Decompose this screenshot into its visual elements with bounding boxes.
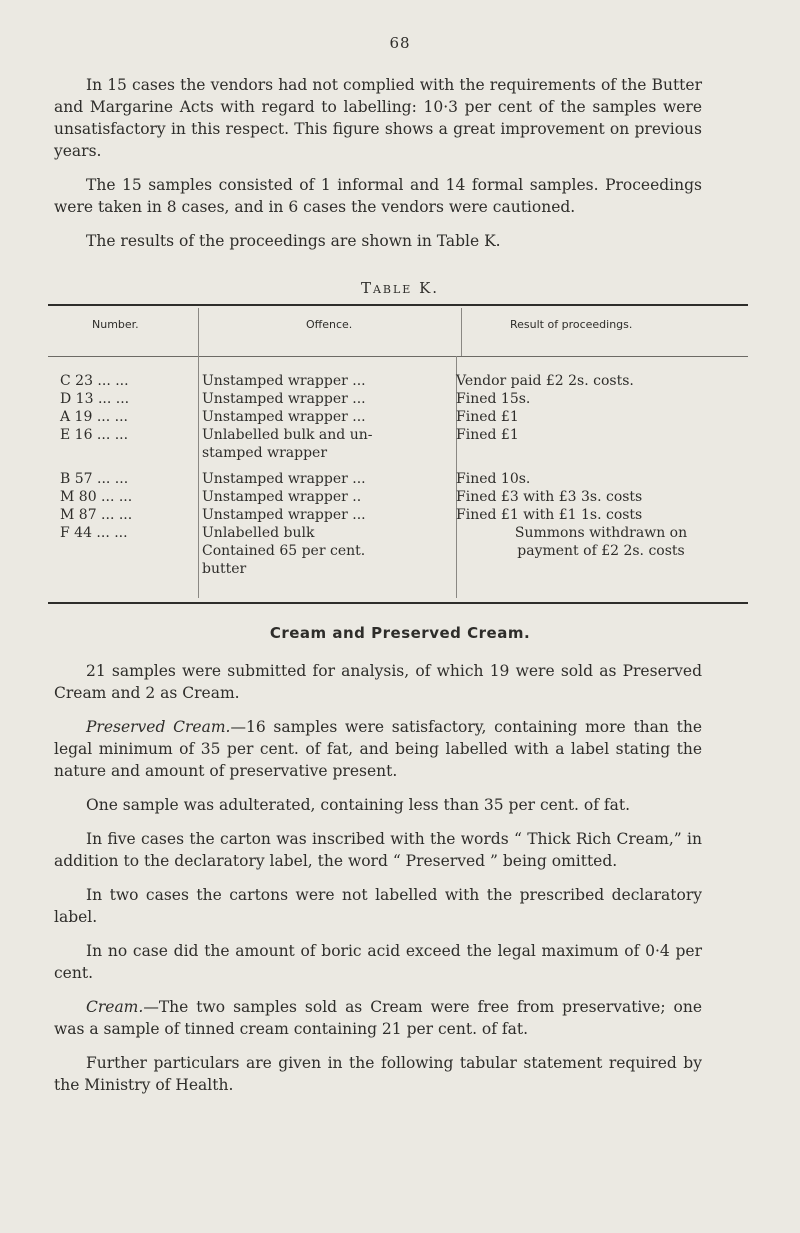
cream-paragraph: In two cases the cartons were not labelled with the prescribed declaratory label.: [54, 886, 702, 926]
row-offence: [202, 426, 447, 462]
intro-paragraph: The results of the proceedings are shown in Table K.: [86, 232, 501, 250]
row-offence-line: stamped wrapper: [202, 445, 328, 461]
cream-paragraph: In five cases the carton was inscribed with the words “ Thick Rich Cream,” in addition to the declaratory label, the word “ Preserved ” being omitted.: [54, 830, 702, 870]
row-number: E 16 ... ...: [60, 427, 129, 443]
table-bottom-rule: [48, 602, 748, 604]
row-offence: Unstamped wrapper ...: [202, 373, 366, 389]
row-number: D 13 ... ...: [60, 391, 130, 407]
cream-paragraph: Further particulars are given in the following tabular statement required by the Ministry of Health.: [54, 1054, 702, 1094]
row-result-line: Summons withdrawn on: [514, 525, 688, 541]
row-result: Fined £1 with £1 1s. costs: [456, 507, 643, 523]
header-result: Result of proceedings.: [510, 318, 633, 331]
row-number: M 87 ... ...: [60, 507, 133, 523]
row-result: Fined 10s.: [456, 471, 531, 487]
table-caption: Table K.: [360, 279, 440, 297]
row-offence: Unstamped wrapper ...: [202, 409, 366, 425]
row-offence: [202, 524, 447, 578]
row-offence-line: butter: [202, 561, 247, 577]
row-result: [456, 524, 746, 560]
column-divider: [461, 308, 462, 356]
row-result-line: payment of £2 2s. costs: [517, 543, 685, 559]
row-number: M 80 ... ...: [60, 489, 133, 505]
intro-paragraph: In 15 cases the vendors had not complied with the requirements of the Butter and Margarine Acts with regard to labelling: 10·3 per cent of the samples were unsatisfactory in this respect. This figure shows a great improvement on previous years.: [54, 76, 702, 160]
row-number: F 44 ... ...: [60, 525, 128, 541]
header-number: Number.: [92, 318, 139, 331]
cream-paragraph: 21 samples were submitted for analysis, of which 19 were sold as Preserved Cream and 2 as Cream.: [54, 662, 702, 702]
column-divider: [198, 308, 199, 356]
row-offence-line: Unlabelled bulk and un-: [202, 427, 373, 443]
row-result: Fined £1: [456, 427, 519, 443]
row-offence: Unstamped wrapper ..: [202, 489, 362, 505]
intro-text: [54, 74, 702, 264]
cream-text: [54, 660, 702, 1108]
intro-paragraph: The 15 samples consisted of 1 informal and 14 formal samples. Proceedings were taken in 8 cases, and in 6 cases the vendors were cautioned.: [54, 176, 702, 216]
cream-paragraph: Cream.—The two samples sold as Cream were free from preservative; one was a sample of tinned cream containing 21 per cent. of fat.: [54, 998, 702, 1038]
row-offence: Unstamped wrapper ...: [202, 471, 366, 487]
row-number: C 23 ... ...: [60, 373, 129, 389]
row-result: Vendor paid £2 2s. costs.: [456, 373, 634, 389]
table-top-rule: [48, 304, 748, 306]
row-number: A 19 ... ...: [60, 409, 128, 425]
row-result: Fined £3 with £3 3s. costs: [456, 489, 643, 505]
row-offence-line: Unlabelled bulk: [202, 525, 315, 541]
header-rule: [48, 356, 748, 357]
header-offence: Offence.: [306, 318, 353, 331]
page-number: 68: [389, 34, 411, 52]
cream-paragraph: In no case did the amount of boric acid exceed the legal maximum of 0·4 per cent.: [54, 942, 702, 982]
row-offence-line: Contained 65 per cent.: [202, 543, 366, 559]
row-number: B 57 ... ...: [60, 471, 129, 487]
section-heading: Cream and Preserved Cream.: [269, 624, 531, 642]
column-divider: [198, 356, 199, 598]
cream-paragraph: One sample was adulterated, containing less than 35 per cent. of fat.: [86, 796, 631, 814]
row-result: Fined 15s.: [456, 391, 531, 407]
row-offence: Unstamped wrapper ...: [202, 507, 366, 523]
cream-paragraph: Preserved Cream.—16 samples were satisfactory, containing more than the legal minimum of 35 per cent. of fat, and being labelled with a label stating the nature and amount of preservative present.: [54, 718, 703, 780]
row-offence: Unstamped wrapper ...: [202, 391, 366, 407]
row-result: Fined £1: [456, 409, 519, 425]
